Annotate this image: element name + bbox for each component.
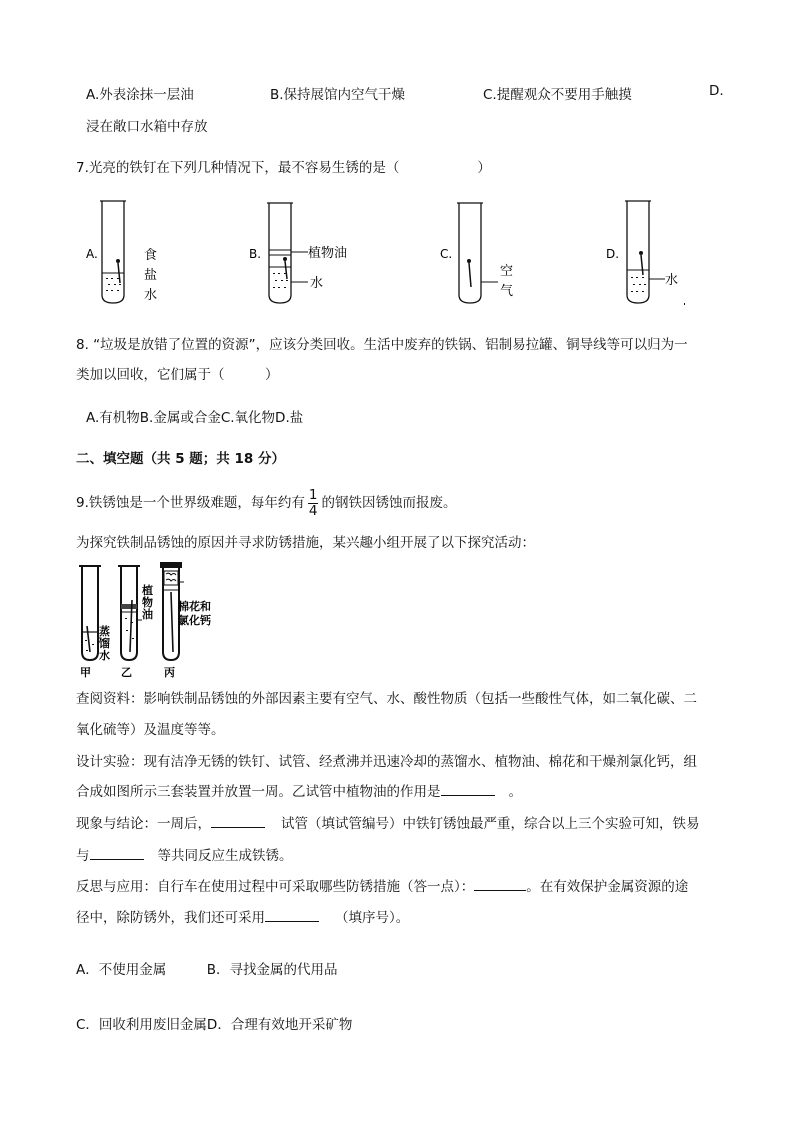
- q9-reflection-line-2: [76, 906, 409, 926]
- tube-c-letter: C.: [440, 247, 453, 261]
- q9-experiment-figure: [76, 560, 236, 682]
- q9-design-text: 合成如图所示三套装置并放置一周。乙试管中植物油的作用是: [76, 784, 441, 800]
- q9-reference-line-1: 查阅资料：影响铁制品锈蚀的外部因素主要有空气、水、酸性物质（包括一些酸性气体，如二氧化碳、二: [76, 691, 697, 707]
- q7-stem-end: ）: [477, 160, 491, 176]
- q9-reflection-text-d: （填序号）。: [335, 910, 410, 926]
- q9-cotton-label-1: 棉花和: [178, 600, 211, 613]
- q9-oil-label-1: 植: [142, 584, 153, 597]
- q9-blank-rust-prevention[interactable]: [474, 876, 526, 891]
- q9-reflection-text-a: 反思与应用：自行车在使用过程中可采取哪些防锈措施（答一点）：: [76, 879, 475, 895]
- q9-intro: [76, 482, 456, 524]
- tube-c-label-2: 气: [500, 284, 514, 299]
- tube-b-oil-label: 植物油: [308, 246, 348, 261]
- q9-reflection-text-c: 径中，除防锈外，我们还可采用: [76, 910, 265, 926]
- tube-a-label-1: 食: [144, 248, 158, 263]
- q9-water-label-3: 水: [99, 649, 110, 662]
- q9-intro-prefix: 9.铁锈蚀是一个世界级难题，每年约有: [76, 495, 305, 511]
- q9-phenomenon-line-2: [76, 844, 293, 864]
- q8-options: A.有机物B.金属或合金C.氧化物D.盐: [86, 410, 304, 426]
- q9-cotton-label-2: 氯化钙: [178, 614, 211, 627]
- q9-water-label-1: 蒸: [99, 625, 110, 638]
- q9-design-period: 。: [508, 784, 522, 800]
- tube-d: [606, 201, 685, 305]
- q9-reflection-text-b: 。在有效保护金属资源的途: [526, 879, 689, 895]
- q6-option-b: B.保持展馆内空气干燥: [270, 87, 406, 103]
- q6-option-a: A.外表涂抹一层油: [86, 87, 194, 103]
- q7-tubes-figure: [80, 195, 700, 310]
- q9-phenomenon-line-1: [76, 812, 700, 832]
- tube-c: [440, 203, 513, 303]
- q9-water-label-2: 馏: [99, 637, 110, 650]
- tube-a: [86, 201, 157, 303]
- q9-blank-option-number[interactable]: [265, 907, 319, 922]
- q9-blank-oil-purpose[interactable]: [441, 781, 495, 796]
- q9-phenomenon-text-a: 现象与结论：一周后，: [76, 816, 211, 832]
- q9-phenomenon-text-b: 试管（填试管编号）中铁钉锈蚀最严重，综合以上三个实验可知，铁易: [281, 816, 700, 832]
- q9-purpose: 为探究铁制品锈蚀的原因并寻求防锈措施，某兴趣小组开展了以下探究活动：: [76, 535, 535, 551]
- q9-intro-suffix: 的钢铁因锈蚀而报废。: [321, 495, 457, 511]
- q9-tube-yi-label: 乙: [121, 666, 132, 679]
- q9-tube-jia-label: 甲: [80, 666, 91, 679]
- q7-stem-text: 7.光亮的铁钉在下列几种情况下，最不容易生锈的是（: [76, 160, 400, 176]
- tube-d-water-label: 水: [665, 273, 679, 288]
- tube-d-letter: D.: [606, 247, 620, 261]
- q9-reflection-line-1: [76, 875, 688, 895]
- tube-b: [249, 203, 347, 303]
- q9-options-cd: C．回收利用废旧金属D．合理有效地开采矿物: [76, 1017, 353, 1033]
- q9-options-ab: A．不使用金属 B．寻找金属的代用品: [76, 962, 338, 978]
- q9-blank-reactants[interactable]: [90, 845, 144, 860]
- q8-line-1: 8. “垃圾是放错了位置的资源”，应该分类回收。生活中废弃的铁锅、铝制易拉罐、铜导线等可以归为一: [76, 337, 688, 353]
- tube-c-label-1: 空: [500, 264, 514, 279]
- q9-fraction: [308, 488, 319, 519]
- q9-fraction-denominator: 4: [308, 502, 318, 519]
- tube-a-letter: A.: [86, 247, 98, 261]
- tube-a-label-3: 水: [144, 288, 158, 303]
- q9-reference-line-2: 氧化硫等）及温度等等。: [76, 722, 225, 738]
- q6-option-d-text: 浸在敞口水箱中存放: [86, 119, 208, 135]
- q9-fraction-numerator: 1: [308, 486, 318, 503]
- q9-phenomenon-text-d: 等共同反应生成铁锈。: [157, 848, 293, 864]
- section-2-title: 二、填空题（共 5 题；共 18 分）: [76, 451, 285, 467]
- q9-phenomenon-text-c: 与: [76, 848, 90, 864]
- tube-a-label-2: 盐: [144, 268, 158, 283]
- q7-stem: [76, 156, 491, 176]
- tube-b-water-label: 水: [310, 276, 324, 291]
- tube-b-letter: B.: [249, 247, 262, 261]
- q9-design-line-1: 设计实验：现有洁净无锈的铁钉、试管、经煮沸并迅速冷却的蒸馏水、植物油、棉花和干燥剂氯化钙，组: [76, 754, 697, 770]
- q9-oil-label-3: 油: [142, 608, 153, 621]
- q9-oil-label-2: 物: [142, 596, 153, 609]
- q9-tube-bing-label: 丙: [164, 666, 175, 679]
- q9-design-line-2: [76, 780, 522, 800]
- q8-line-2: 类加以回收，它们属于（ ）: [76, 367, 279, 383]
- q6-option-d-prefix: D.: [709, 83, 724, 99]
- q9-blank-tube-number[interactable]: [211, 813, 265, 828]
- q6-option-c: C.提醒观众不要用手触摸: [483, 87, 632, 103]
